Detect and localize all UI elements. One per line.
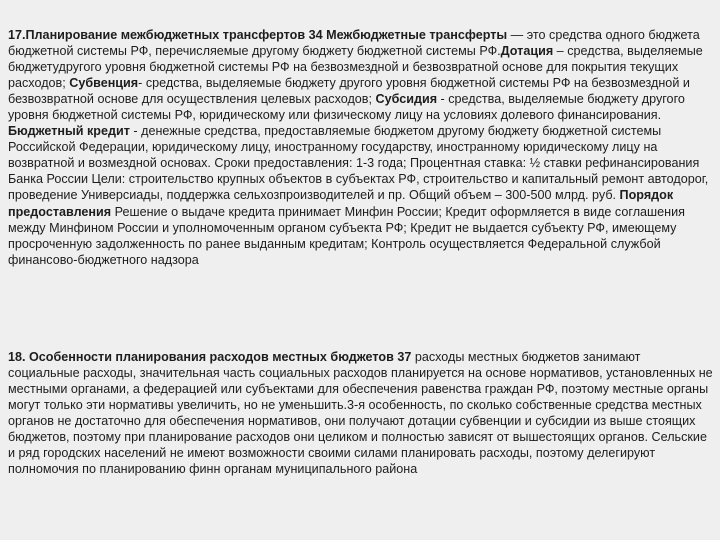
procedure-term: Порядок предоставления [8, 188, 674, 219]
section-17-heading: 17.Планирование межбюджетных трансфертов 34 Межбюджетные трансферты [8, 28, 508, 42]
section-17 [8, 27, 714, 268]
transfers-definition: — это средства одного бюджета бюджетной системы РФ, перечисляемые другому бюджету бюджетной системы РФ. [8, 28, 700, 59]
section-18-heading: 18. Особенности планирования расходов местных бюджетов 37 [8, 350, 412, 364]
procedure-definition: Решение о выдаче кредита принимает Минфин России; Кредит оформляется в виде соглашения между Минфином России и уполномоченным органом субъекта РФ; Кредит не выдается субъекту РФ, имеющему просроченную задолженность по ранее выданным кредитам; Контроль осуществляется Федеральной службой финансово-бюджетного надзора [8, 204, 685, 267]
subvention-definition: - средства, выделяемые бюджету другого уровня бюджетной системы РФ на безвозмездной и безвозвратной основе для осуществления целевых расходов; [8, 76, 690, 107]
section-18 [8, 349, 714, 477]
budget-credit-term: Бюджетный кредит [8, 124, 130, 139]
subsidy-definition: - средства, выделяемые бюджету другого уровня бюджетной системы РФ, юридическому или физическому лицу на условиях долевого финансирования. [8, 92, 685, 123]
section-18-body: расходы местных бюджетов занимают социальные расходы, значительная часть социальных расходов планируется на основе нормативов, установленных не местными органами, а федерацией или субъектами для обеспечения равенства граждан РФ, поэтому местные органы могут только эти нормативы увеличить, но не уменьшить.3-я особенность, по сколько собственные средства местных органов не достаточно для обеспечения нормативов, они получают дотации субвенции и субсидии из выше стоящих бюджетов, поэтому при планирование расходов они целиком и полностью зависят от вышестоящих органов. Сельские и ряд городских населений не имеют возможности своими силами планировать расходы, поэтому делегируют полномочия по планированию финн органам муниципального района [8, 350, 713, 477]
subvention-term: Субвенция [69, 76, 139, 91]
subsidy-term: Субсидия [375, 92, 438, 107]
dotation-definition: – средства, выделяемые бюджетудругого уровня бюджетной системы РФ на безвозмездной и безвозвратной основе для покрытия текущих расходов; [8, 44, 703, 91]
budget-credit-definition: - денежные средства, предоставляемые бюджетом другому бюджету бюджетной системы Российской Федерации, юридическому лицу, иностранному государству, иностранному юридическому лицу на возвратной и возмездной основах. Сроки предоставления: 1-3 года; Процентная ставка: ½ ставки рефинансирования Банка России Цели: строительство крупных объектов в субъектах РФ, строительство и капитальный ремонт автодорог, проведение Универсиады, поддержка сельхозпроизводителей и пр. Общий объем – 300-500 млрд. руб. [8, 124, 709, 203]
dotation-term: Дотация [500, 44, 554, 59]
